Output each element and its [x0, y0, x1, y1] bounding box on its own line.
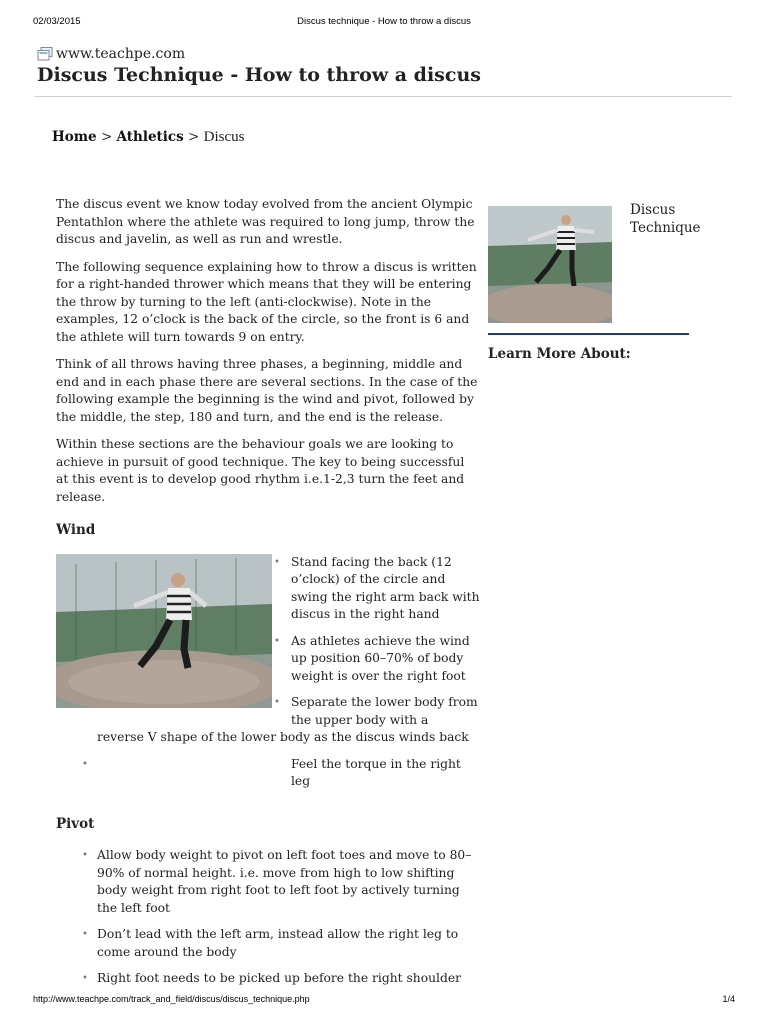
title-divider	[35, 96, 732, 97]
pivot-heading: Pivot	[56, 815, 95, 832]
breadcrumb-separator: >	[188, 129, 200, 145]
site-bar	[37, 44, 185, 64]
list-item: • Right foot needs to be picked up before the right shoulder	[82, 970, 480, 988]
pivot-list	[56, 847, 480, 988]
print-title: Discus technique - How to throw a discus	[297, 16, 471, 27]
site-link[interactable]: www.teachpe.com	[56, 46, 186, 62]
learn-more-heading: Learn More About:	[488, 346, 631, 362]
bullet-dot-icon: •	[82, 850, 88, 861]
list-item: • Separate the lower body from the upper body with a reverse V shape of the lower body as the discus winds back	[97, 695, 478, 744]
bullet-dot-icon: •	[274, 697, 280, 708]
breadcrumb	[52, 129, 245, 146]
article-body	[56, 196, 480, 997]
intro-paragraph: Within these sections are the behaviour goals we are looking to achieve in pursuit of good technique. The key to being successful at this event is to develop good rhythm i.e.1-2,3 turn the feet and release.	[56, 437, 465, 504]
page-title: Discus Technique - How to throw a discus	[37, 64, 481, 86]
print-header	[0, 16, 768, 30]
print-date: 02/03/2015	[33, 16, 81, 27]
wind-list	[56, 554, 480, 791]
print-footer	[0, 994, 768, 1008]
intro-paragraph: The discus event we know today evolved from the ancient Olympic Pentathlon where the athlete was required to long jump, throw the discus and javelin, as well as run and wrestle.	[56, 197, 475, 246]
print-page-number: 1/4	[722, 994, 735, 1004]
list-item: • Feel the torque in the right leg	[82, 756, 461, 788]
bullet-dot-icon: •	[82, 929, 88, 940]
intro-paragraph: The following sequence explaining how to throw a discus is written for a right-handed thrower which means that they will be entering the throw by turning to the left (anti-clockwise). Note in the examples, 12 o’clock is the back of the circle, so the front is 6 and the athlete will turn towards 9 on entry.	[56, 259, 477, 344]
breadcrumb-separator: >	[100, 129, 113, 145]
breadcrumb-current: Discus	[203, 129, 245, 145]
list-item: • Stand facing the back (12 o’clock) of the circle and swing the right arm back with discus in the right hand	[274, 554, 480, 621]
bullet-dot-icon: •	[82, 973, 88, 984]
sidebar-title[interactable]: Discus Technique	[630, 202, 701, 236]
bullet-dot-icon: •	[274, 635, 280, 647]
sidebar-discus-photo[interactable]	[488, 206, 612, 323]
bullet-dot-icon: •	[274, 556, 280, 568]
wind-section	[56, 554, 480, 800]
list-item: • As athletes achieve the wind up position 60–70% of body weight is over the right foot	[274, 633, 470, 683]
breadcrumb-athletics[interactable]: Athletics	[116, 129, 184, 145]
intro-paragraph: Think of all throws having three phases, a beginning, middle and end and in each phase there are several sections. In the case of the following example the beginning is the wind and pivot, followed by the middle, the step, 180 and turn, and the end is the release.	[56, 357, 478, 424]
list-item: • Allow body weight to pivot on left foot toes and move to 80–90% of normal height. i.e. move from high to low shifting body weight from right foot to left foot by actively turning the left foot	[82, 848, 472, 915]
print-url: http://www.teachpe.com/track_and_field/discus/discus_technique.php	[33, 994, 310, 1004]
breadcrumb-home[interactable]: Home	[52, 129, 97, 145]
list-item: • Don’t lead with the left arm, instead allow the right leg to come around the body	[82, 927, 459, 959]
bullet-dot-icon: •	[82, 758, 88, 770]
sidebar-divider	[488, 333, 689, 335]
page-favicon-icon	[37, 47, 53, 61]
wind-heading: Wind	[56, 522, 96, 538]
